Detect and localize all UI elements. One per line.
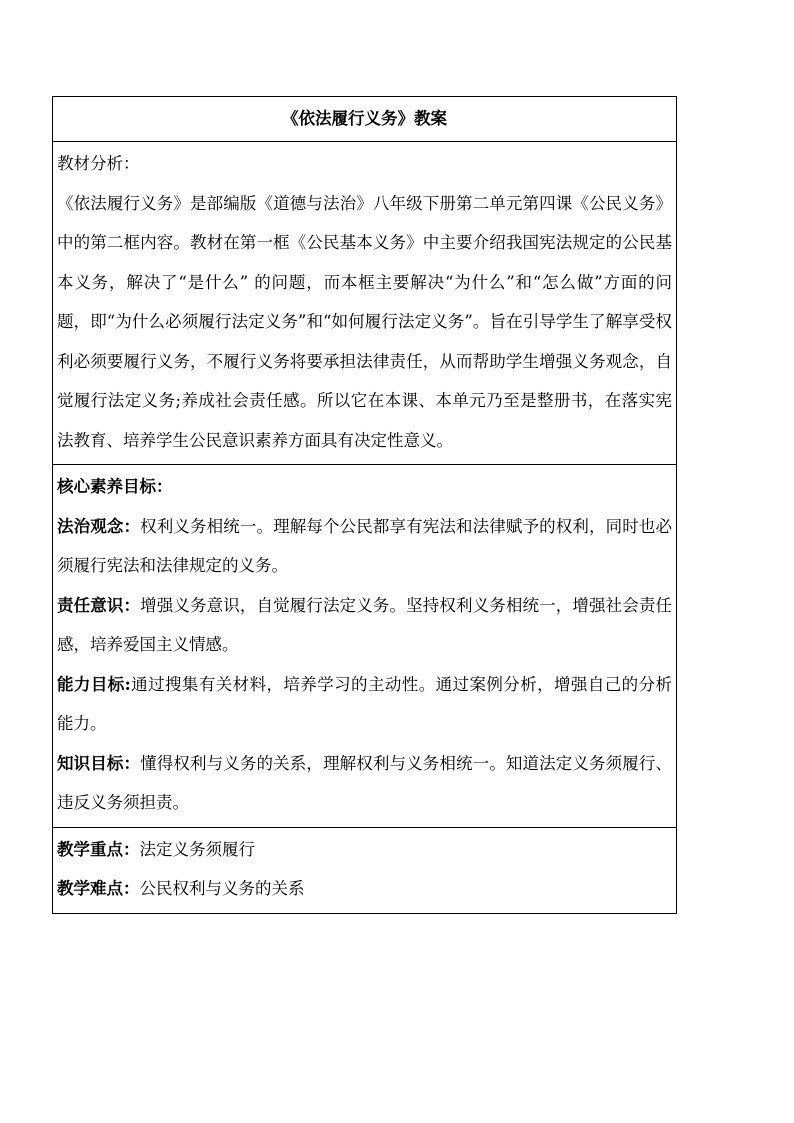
goals-cell bbox=[53, 465, 677, 828]
lesson-plan-table bbox=[52, 96, 677, 914]
key-point-text: 法定义务须履行 bbox=[139, 839, 255, 859]
analysis-heading: 教材分析： bbox=[57, 154, 140, 173]
focus-cell bbox=[53, 827, 677, 913]
goal-text: 权利义务相统一。理解每个公民都享有宪法和法律赋予的权利，同时也必须履行宪法和法律规定的义务。 bbox=[57, 516, 672, 575]
goal-text: 增强义务意识，自觉履行法定义务。坚持权利义务相统一，增强社会责任感，培养爱国主义情感。 bbox=[57, 595, 672, 654]
difficulty-label: 教学难点： bbox=[57, 879, 140, 898]
goals-row bbox=[53, 465, 677, 828]
goal-text: 懂得权利与义务的关系，理解权利与义务相统一。知道法定义务须履行、违反义务须担责。 bbox=[57, 753, 672, 812]
teaching-key-point bbox=[57, 830, 672, 870]
goal-label: 法治观念： bbox=[57, 516, 141, 536]
title-row bbox=[53, 97, 677, 142]
goal-item bbox=[57, 665, 672, 744]
goal-label: 知识目标： bbox=[57, 753, 141, 773]
key-point-label: 教学重点： bbox=[57, 839, 140, 859]
goal-item bbox=[57, 744, 672, 823]
goal-item bbox=[57, 507, 672, 586]
document-title: 《依法履行义务》教案 bbox=[53, 97, 677, 142]
analysis-body: 《依法履行义务》是部编版《道德与法治》八年级下册第二单元第四课《公民义务》中的第二框内容。教材在第一框《公民基本义务》中主要介绍我国宪法规定的公民基本义务，解决了“是什么” 的问题，而本框主要解决“为什么”和“怎么做”方面的问题，即“为什么必须履行法定义务”和“如何履行法定义务”。旨在引导学生了解享受权利必须要履行义务，不履行义务将要承担法律责任，从而帮助学生增强义务观念，自觉履行法定义务;养成社会责任感。所以它在本课、本单元乃至是整册书，在落实宪法教育、培养学生公民意识素养方面具有决定性意义。 bbox=[57, 193, 672, 450]
goal-label: 责任意识： bbox=[57, 595, 141, 615]
analysis-cell bbox=[53, 142, 677, 465]
difficulty-text: 公民权利与义务的关系 bbox=[139, 879, 305, 898]
focus-row bbox=[53, 827, 677, 913]
goal-text: 通过搜集有关材料，培养学习的主动性。通过案例分析，增强自己的分析能力。 bbox=[57, 674, 672, 733]
analysis-row bbox=[53, 142, 677, 465]
goal-label: 能力目标: bbox=[57, 674, 131, 694]
teaching-difficulty bbox=[57, 869, 672, 909]
goals-heading: 核心素养目标： bbox=[57, 477, 173, 496]
goal-item bbox=[57, 586, 672, 665]
